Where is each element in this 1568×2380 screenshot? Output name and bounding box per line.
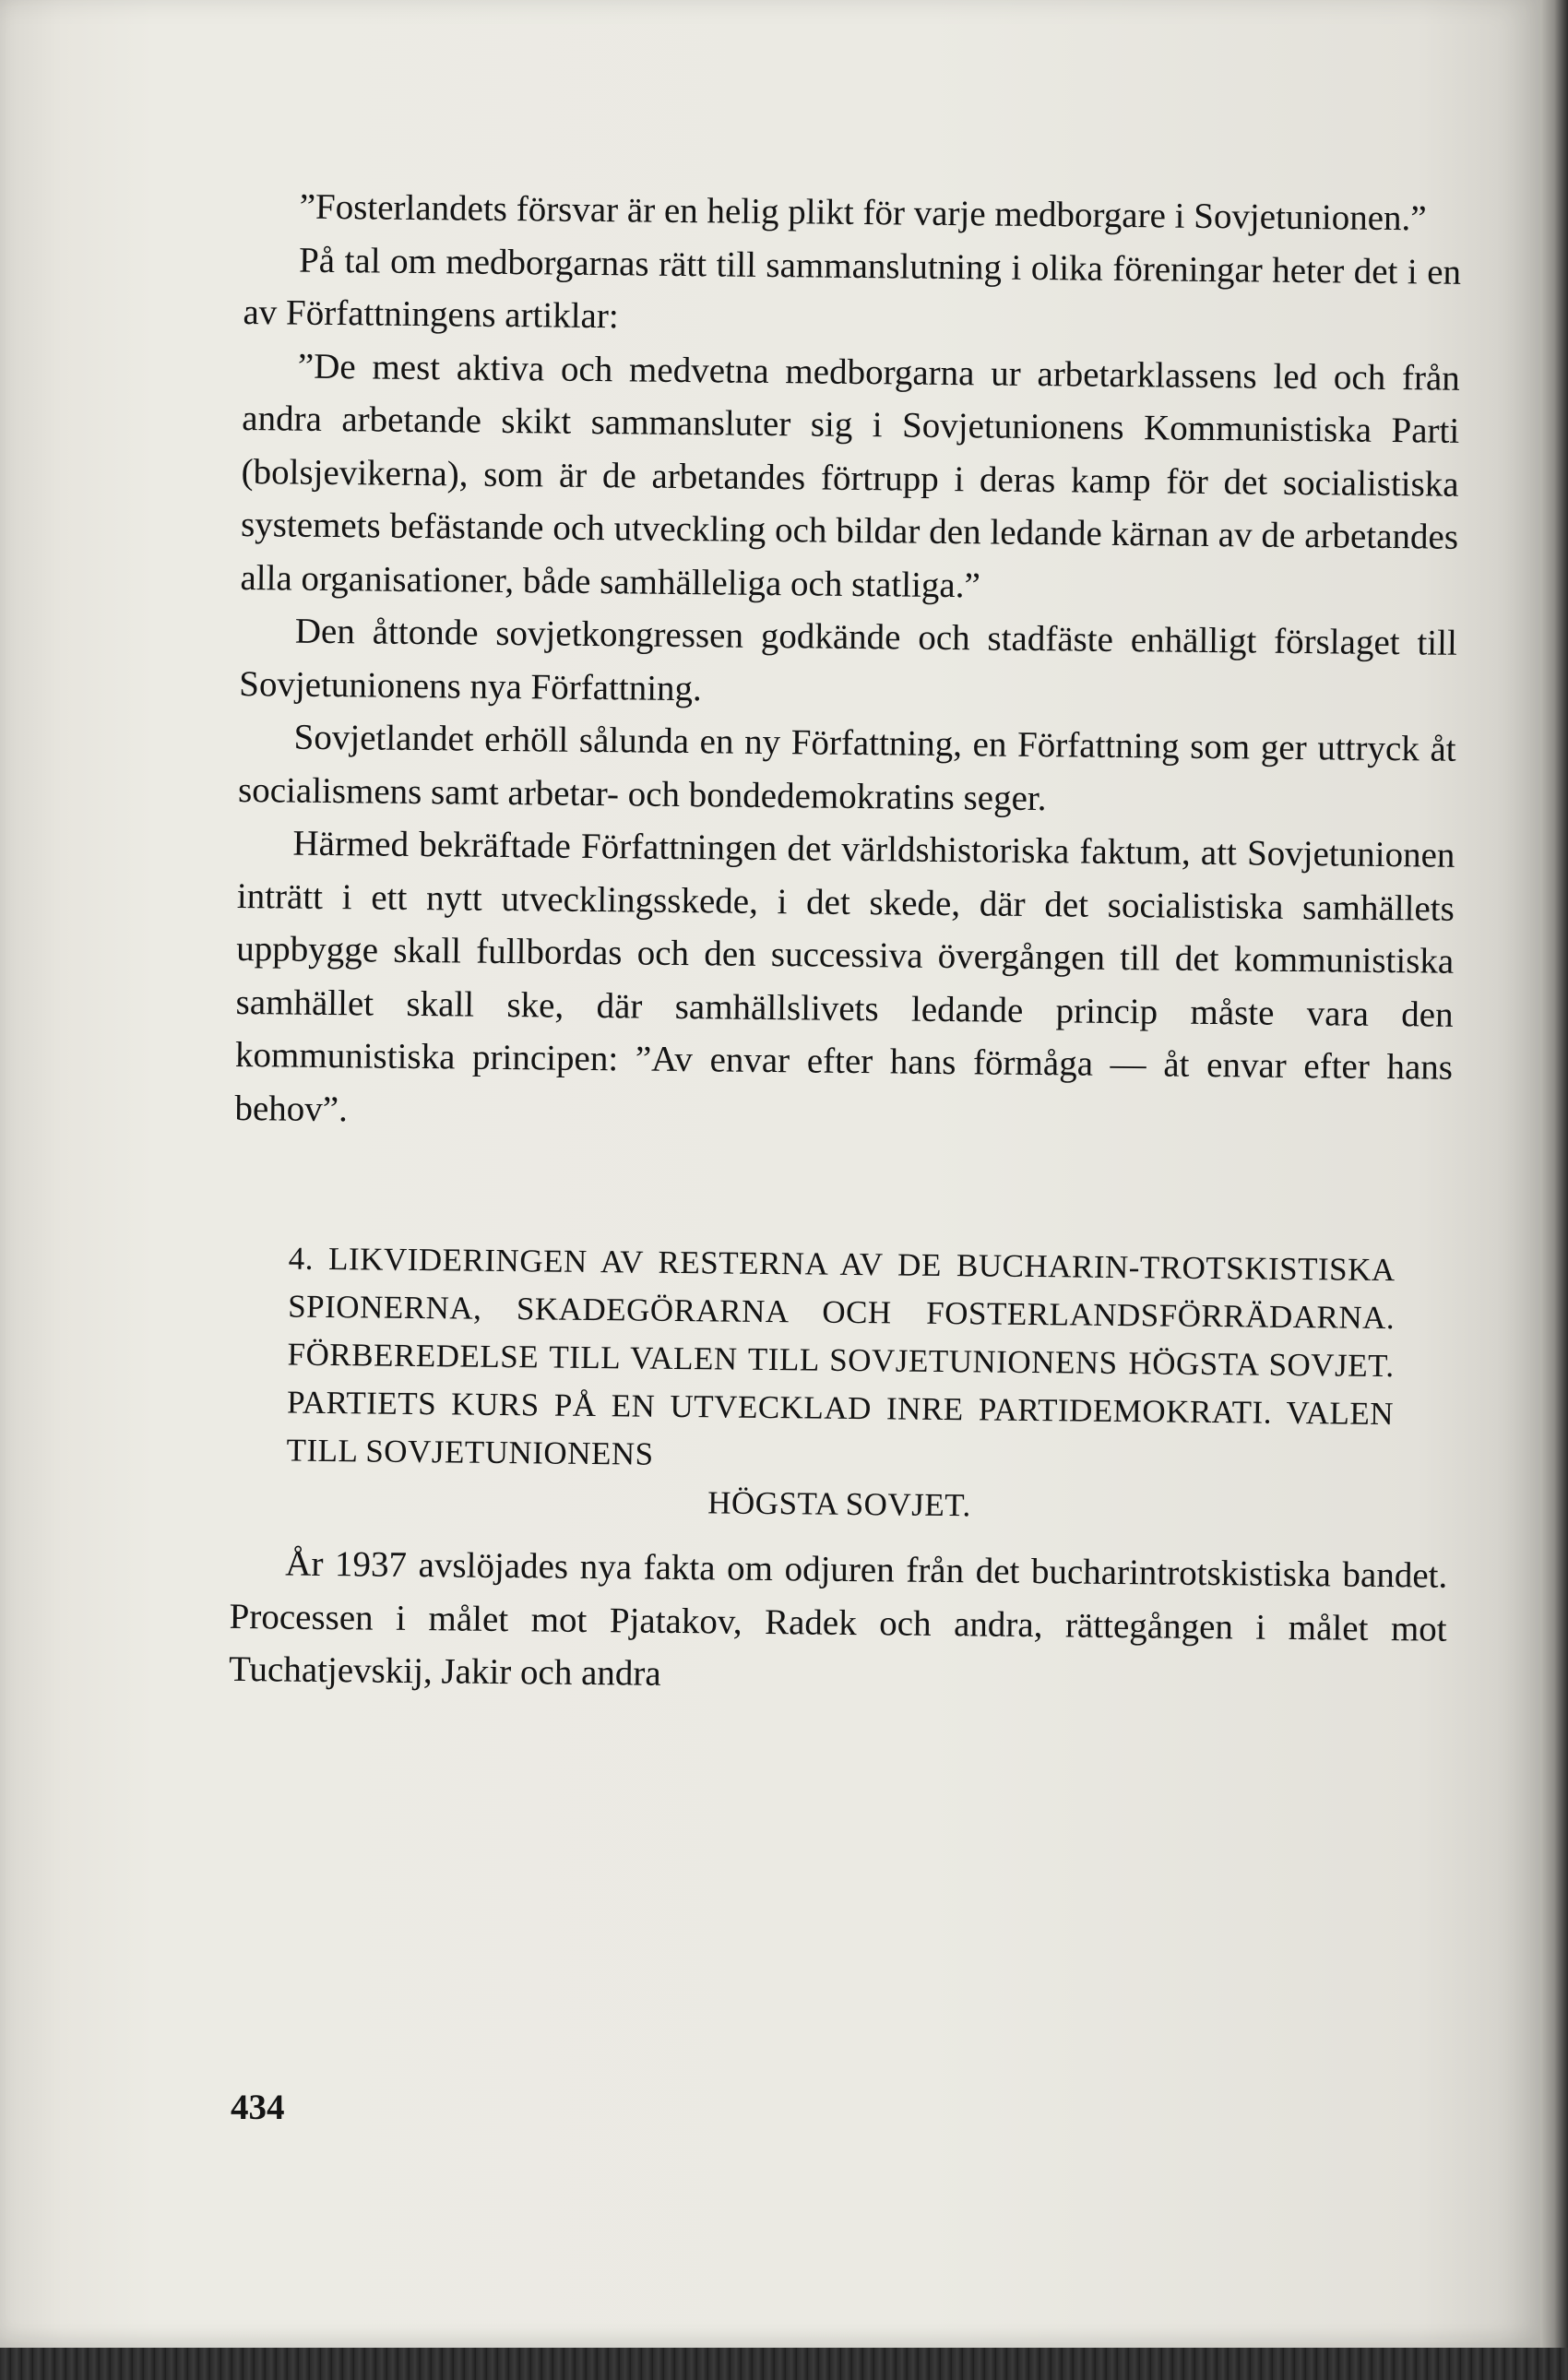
paragraph-congress-approval: Den åttonde sovjetkongressen godkände och stadfäste enhälligt förslaget till Sovjetunionens nya Författning. [239,611,1458,708]
paragraph-party-quote: ”De mest aktiva och medvetna medborgarna ur arbetarklassens led och från andra arbetande skikt sammansluter sig i Sovjetunionens Kommunistiska Parti (bolsjevikerna), som är de arbetandes förtrupp i deras kamp för det socialistiska systemets befästande och utveckling och bildar den ledande kärnan av de arbetandes alla organisationer, både samhälleliga och statliga.” [240,346,1461,605]
section-heading-text: 4. LIKVIDERINGEN AV RESTERNA AV DE BUCHARIN-TROTSKISTISKA SPIONERNA, SKADEGÖRARNA OCH FOSTERLANDSFÖRRÄDARNA. FÖRBEREDELSE TILL VALEN TILL SOVJETUNIONENS HÖGSTA SOVJET. PARTIETS KURS PÅ EN UTVECKLAD INRE PARTIDEMOKRATI. VALEN TILL SOVJETUNIONENS [286,1240,1396,1472]
page-number: 434 [231,2088,285,2127]
page-edge-bottom [0,2348,1568,2380]
paragraph-1937-revelations: År 1937 avslöjades nya fakta om odjuren från det bucharintrotskistiska bandet. Processen i målet mot Pjatakov, Radek och andra, rättegången i målet mot Tuchatjevskij, Jakir och andra [228,1543,1448,1694]
body-text [229,180,1462,1708]
section-heading [286,1235,1396,1535]
page-edge-right [1540,0,1568,2348]
paragraph-quote-defense: ”Fosterlandets försvar är en helig plikt för varje medborgare i Sovjetunionen.” [299,186,1427,239]
paragraph-world-historic-fact: Härmed bekräftade Författningen det världshistoriska faktum, att Sovjetunionen inträtt i ett nytt utvecklingsskede, i det skede, där det socialistiska samhällets uppbygge skall fullbordas och den successiva övergången till det kommunistiska samhället skall ske, där samhällslivets ledande princip måste vara den kommunistiska principen: ”Av envar efter hans förmåga — åt envar efter hans behov”. [234,823,1455,1129]
paragraph-association-rights: På tal om medborgarnas rätt till sammanslutning i olika föreningar heter det i en av Författningens artiklar: [243,240,1462,337]
paragraph-new-constitution: Sovjetlandet erhöll sålunda en ny Författning, en Författning som ger uttryck åt socialismens samt arbetar- och bondedemokratins seger. [237,717,1456,818]
section-heading-last-line: HÖGSTA SOVJET. [707,1484,971,1524]
